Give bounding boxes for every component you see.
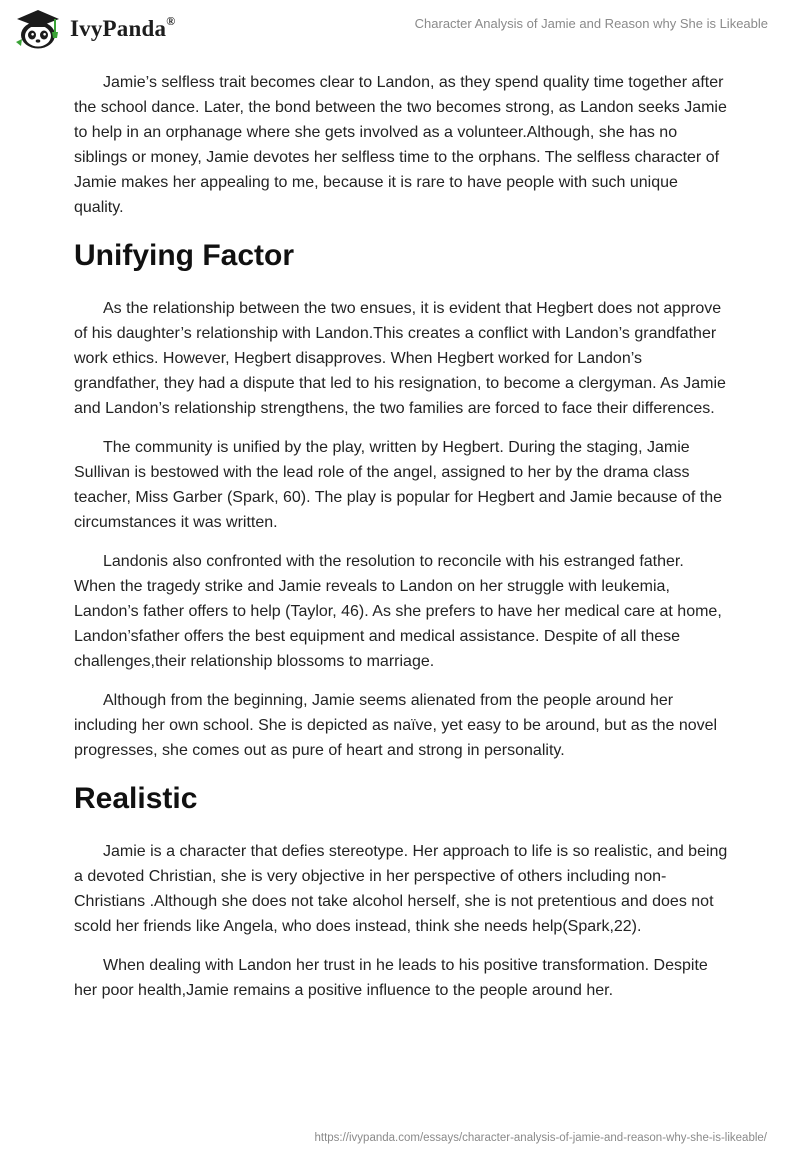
panda-graduation-cap-icon	[14, 8, 64, 50]
page-header	[0, 0, 800, 60]
registered-mark: ®	[166, 14, 176, 29]
paragraph: Although from the beginning, Jamie seems alienated from the people around her including her own school. She is depicted as naïve, yet easy to be around, but as the novel progresses, she comes out as pure of heart and strong in personality.	[74, 692, 718, 759]
section-heading-unifying-factor: Unifying Factor	[74, 239, 295, 272]
paragraph: Jamie is a character that defies stereotype. Her approach to life is so realistic, and being a devoted Christian, she is very objective in her perspective of others including non-Christians .Although she does not take alcohol herself, she is not pretentious and does not scold her friends like Angela, who does instead, think she needs help(Spark,22).	[74, 843, 728, 935]
document-title: Character Analysis of Jamie and Reason why She is Likeable	[414, 16, 768, 31]
logo-text: IvyPanda	[70, 16, 167, 41]
paragraph: As the relationship between the two ensues, it is evident that Hegbert does not approve of his daughter’s relationship with Landon.This creates a conflict with Landon’s grandfather work ethics. However, Hegbert disapproves. When Hegbert worked for Landon’s grandfather, they had a dispute that led to his resignation, to become a clergyman. As Jamie and Landon’s relationship strengthens, the two families are forced to face their differences.	[74, 300, 726, 417]
paragraph: The community is unified by the play, written by Hegbert. During the staging, Jamie Sullivan is bestowed with the lead role of the angel, assigned to her by the drama class teacher, Miss Garber (Spark, 60). The play is popular for Hegbert and Jamie because of the circumstances it was written.	[74, 439, 723, 531]
intro-paragraph: Jamie’s selfless trait becomes clear to Landon, as they spend quality time together after the school dance. Later, the bond between the two becomes strong, as Landon seeks Jamie to help in an orphanage where she gets involved as a volunteer.Although, she has no siblings or money, Jamie devotes her selfless time to the orphans. The selfless character of Jamie makes her appealing to me, because it is rare to have people with such unique quality.	[74, 74, 727, 216]
paragraph: Landonis also confronted with the resolution to reconcile with his estranged father. When the tragedy strike and Jamie reveals to Landon on her struggle with leukemia, Landon’s father offers to help (Taylor, 46). As she prefers to have her medical care at home, Landon’sfather offers the best equipment and medical assistance. Despite of all these challenges,their relationship blossoms to marriage.	[74, 553, 722, 670]
paragraph: When dealing with Landon her trust in he leads to his positive transformation. Despite her poor health,Jamie remains a positive influence to the people around her.	[74, 957, 708, 999]
ivypanda-logo[interactable]	[14, 8, 175, 50]
essay-content	[74, 70, 728, 1017]
source-url-link[interactable]: https://ivypanda.com/essays/character-analysis-of-jamie-and-reason-why-she-is-likeable/	[314, 1132, 767, 1144]
section-heading-realistic: Realistic	[74, 782, 198, 815]
